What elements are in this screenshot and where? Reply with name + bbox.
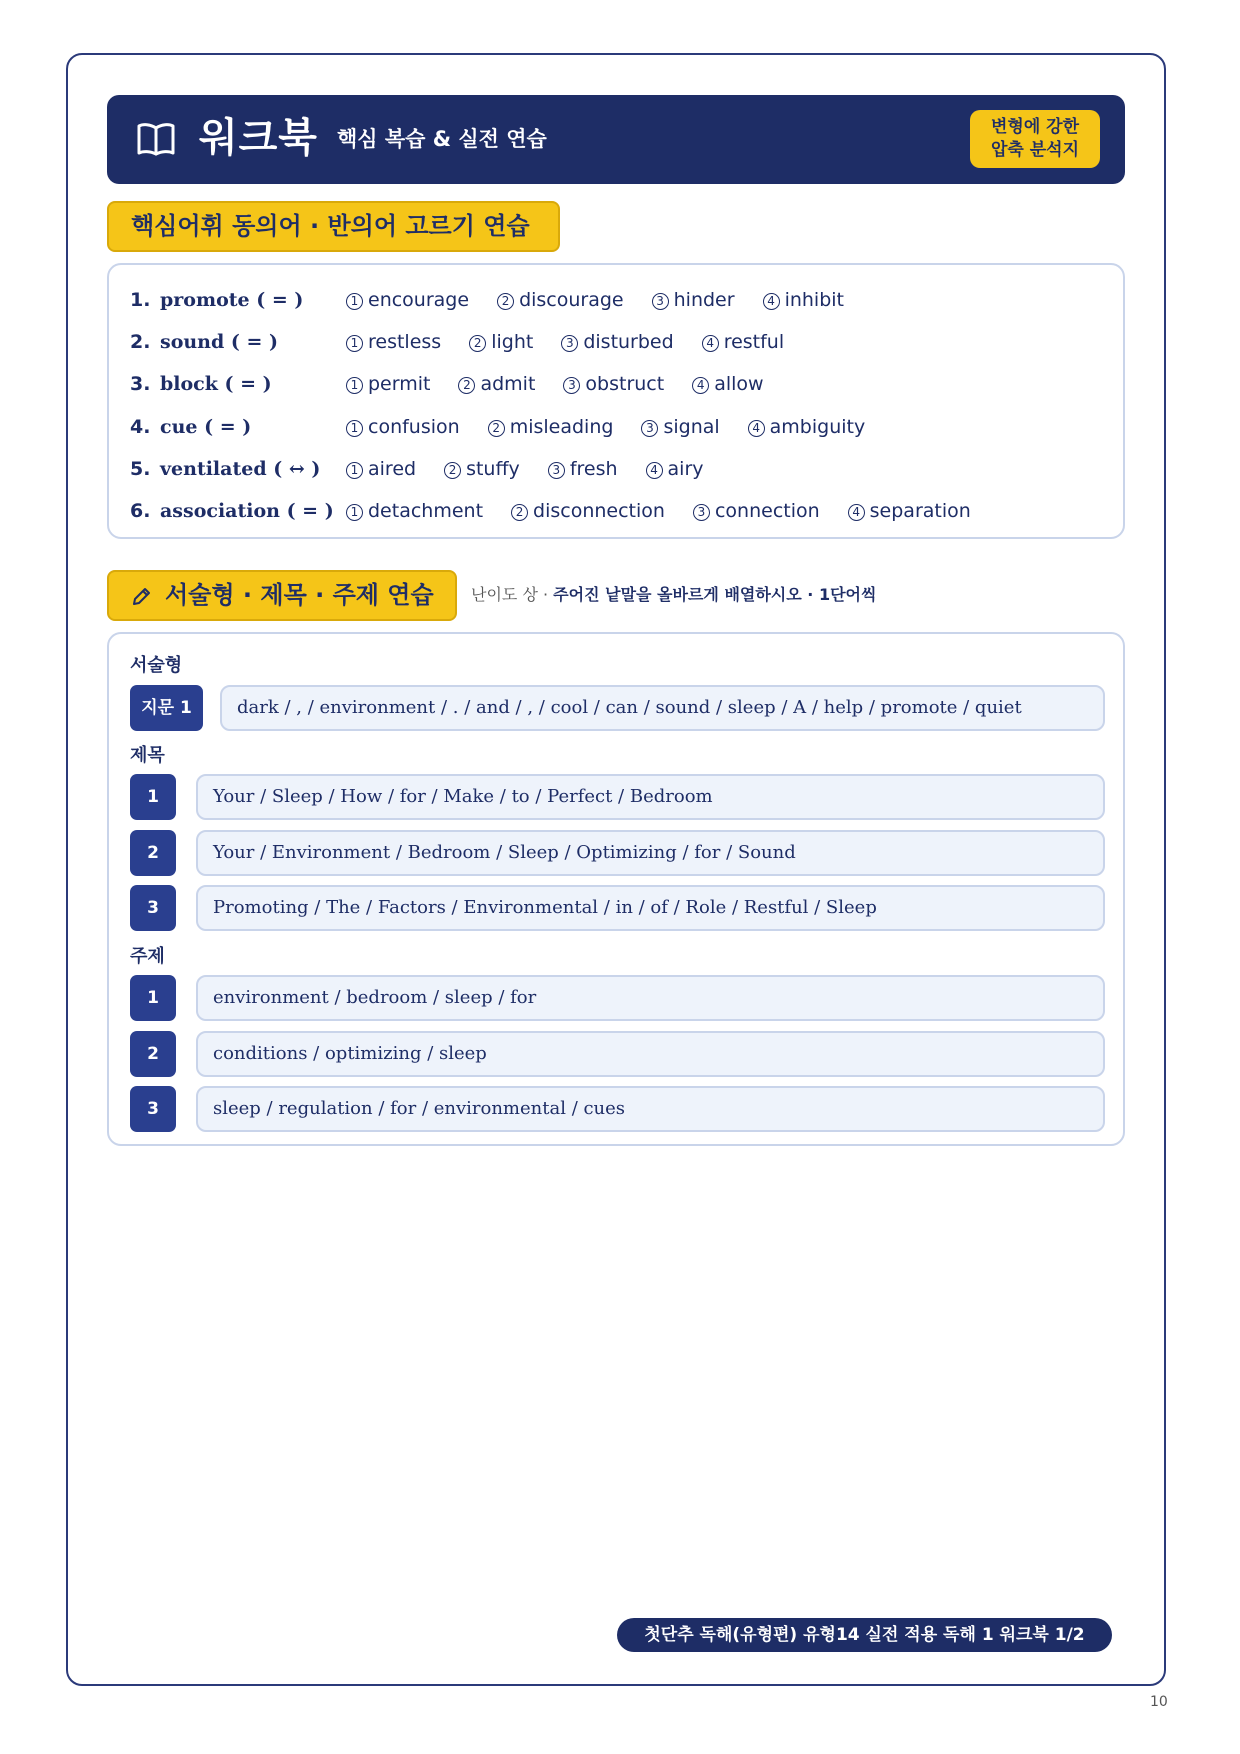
option-mark: 4	[646, 462, 663, 479]
header-badge-line1: 변형에 강한	[990, 117, 1080, 137]
vocab-option[interactable]	[652, 285, 735, 315]
option-text: disturbed	[583, 331, 674, 353]
title-answer-field[interactable]: Your / Sleep / How / for / Make / to / Perfect / Bedroom	[196, 774, 1105, 820]
option-mark: 3	[561, 335, 578, 352]
vocab-option[interactable]	[444, 454, 520, 484]
vocab-option[interactable]	[561, 327, 673, 357]
vocab-option[interactable]	[346, 369, 430, 399]
option-text: restful	[723, 331, 785, 353]
descriptive-label: 서술형	[130, 655, 183, 676]
topic-answer-field[interactable]: conditions / optimizing / sleep	[196, 1031, 1105, 1077]
title-answer-field[interactable]: Promoting / The / Factors / Environmental / in / of / Role / Restful / Sleep	[196, 885, 1105, 931]
vocab-option[interactable]	[692, 369, 763, 399]
vocab-option[interactable]	[693, 496, 820, 526]
option-mark: 4	[763, 293, 780, 310]
option-mark: 3	[652, 293, 669, 310]
option-mark: 1	[346, 335, 363, 352]
vocab-option[interactable]	[511, 496, 665, 526]
option-mark: 3	[693, 504, 710, 521]
vocab-number: 6.	[130, 500, 151, 522]
vocab-option[interactable]	[346, 285, 469, 315]
option-text: permit	[368, 373, 431, 395]
vocab-number: 1.	[130, 289, 151, 311]
option-mark: 2	[497, 293, 514, 310]
option-text: restless	[368, 331, 442, 353]
title-number-badge: 1	[130, 774, 176, 820]
option-mark: 1	[346, 462, 363, 479]
vocab-item	[130, 412, 1110, 442]
option-mark: 4	[692, 377, 709, 394]
option-mark: 2	[511, 504, 528, 521]
option-mark: 4	[702, 335, 719, 352]
option-mark: 2	[458, 377, 475, 394]
option-mark: 2	[488, 420, 505, 437]
vocab-number: 5.	[130, 458, 151, 480]
vocab-option[interactable]	[646, 454, 704, 484]
vocab-item	[130, 285, 1110, 315]
option-mark: 1	[346, 293, 363, 310]
vocab-option[interactable]	[497, 285, 624, 315]
option-mark: 3	[641, 420, 658, 437]
vocab-item	[130, 327, 1110, 357]
vocab-section-heading: 핵심어휘 동의어 · 반의어 고르기 연습	[107, 201, 560, 252]
title-number-badge: 3	[130, 885, 176, 931]
topic-answer-field[interactable]: sleep / regulation / for / environmental / cues	[196, 1086, 1105, 1132]
option-text: misleading	[509, 416, 614, 438]
vocab-word: ventilated ( ↔ )	[160, 458, 321, 480]
option-text: fresh	[569, 458, 618, 480]
vocab-option[interactable]	[346, 454, 416, 484]
option-text: inhibit	[784, 289, 844, 311]
vocab-number: 4.	[130, 416, 151, 438]
title-answer-field[interactable]: Your / Environment / Bedroom / Sleep / Optimizing / for / Sound	[196, 830, 1105, 876]
instructions	[471, 583, 876, 607]
vocab-number: 2.	[130, 331, 151, 353]
option-text: separation	[869, 500, 971, 522]
option-text: signal	[663, 416, 720, 438]
option-text: obstruct	[585, 373, 665, 395]
option-mark: 3	[563, 377, 580, 394]
title-number-badge: 2	[130, 830, 176, 876]
header-badge-line2: 압축 분석지	[990, 140, 1080, 160]
vocab-option[interactable]	[346, 327, 441, 357]
option-text: confusion	[368, 416, 460, 438]
vocab-option[interactable]	[346, 496, 483, 526]
writing-box	[107, 632, 1125, 1146]
vocab-number: 3.	[130, 373, 151, 395]
book-open-icon	[136, 121, 176, 157]
vocab-item	[130, 454, 1110, 484]
option-mark: 2	[444, 462, 461, 479]
header-badge	[970, 110, 1100, 168]
vocab-option[interactable]	[702, 327, 784, 357]
option-text: discourage	[519, 289, 624, 311]
option-text: disconnection	[533, 500, 665, 522]
option-text: connection	[714, 500, 820, 522]
vocab-option[interactable]	[848, 496, 971, 526]
topic-answer-field[interactable]: environment / bedroom / sleep / for	[196, 975, 1105, 1021]
option-text: ambiguity	[769, 416, 866, 438]
vocab-word: promote ( = )	[160, 289, 304, 311]
option-mark: 1	[346, 420, 363, 437]
title-label: 제목	[130, 745, 165, 766]
vocab-option[interactable]	[563, 369, 664, 399]
vocab-option[interactable]	[469, 327, 533, 357]
topic-number-badge: 2	[130, 1031, 176, 1077]
page-title: 워크북	[199, 115, 318, 161]
option-text: allow	[714, 373, 764, 395]
option-mark: 4	[848, 504, 865, 521]
page-subtitle: 핵심 복습 & 실전 연습	[337, 127, 547, 151]
option-text: aired	[368, 458, 417, 480]
instruction-text: 주어진 낱말을 올바르게 배열하시오 · 1단어씩	[553, 585, 877, 604]
vocab-item	[130, 369, 1110, 399]
vocab-option[interactable]	[346, 412, 460, 442]
vocab-list	[107, 263, 1125, 539]
vocab-word: block ( = )	[160, 373, 272, 395]
vocab-word: cue ( = )	[160, 416, 252, 438]
vocab-option[interactable]	[488, 412, 614, 442]
option-text: stuffy	[466, 458, 520, 480]
vocab-option[interactable]	[458, 369, 535, 399]
header-banner	[107, 95, 1125, 184]
vocab-item	[130, 496, 1110, 526]
option-text: admit	[480, 373, 536, 395]
vocab-option[interactable]	[641, 412, 719, 442]
option-text: airy	[667, 458, 704, 480]
writing-section-heading	[107, 570, 457, 621]
option-text: light	[491, 331, 534, 353]
descriptive-answer-field[interactable]: dark / , / environment / . / and / , / cool / can / sound / sleep / A / help / promote / quiet	[220, 685, 1105, 731]
option-mark: 2	[469, 335, 486, 352]
option-text: encourage	[368, 289, 470, 311]
vocab-option[interactable]	[748, 412, 866, 442]
option-text: detachment	[368, 500, 484, 522]
vocab-option[interactable]	[548, 454, 618, 484]
pencil-icon	[131, 587, 151, 607]
vocab-word: association ( = )	[160, 500, 334, 522]
option-mark: 4	[748, 420, 765, 437]
topic-number-badge: 1	[130, 975, 176, 1021]
option-mark: 1	[346, 377, 363, 394]
option-text: hinder	[673, 289, 735, 311]
option-mark: 1	[346, 504, 363, 521]
vocab-option[interactable]	[763, 285, 844, 315]
topic-number-badge: 3	[130, 1086, 176, 1132]
option-mark: 3	[548, 462, 565, 479]
passage-badge: 지문 1	[130, 685, 203, 731]
difficulty-text: 난이도 상 ·	[471, 585, 554, 604]
page-number: 10	[1150, 1694, 1168, 1710]
writing-section-title: 서술형 · 제목 · 주제 연습	[165, 581, 434, 609]
topic-label: 주제	[130, 946, 165, 967]
footer-label: 첫단추 독해(유형편) 유형14 실전 적용 독해 1 워크북 1/2	[617, 1618, 1112, 1652]
vocab-word: sound ( = )	[160, 331, 279, 353]
